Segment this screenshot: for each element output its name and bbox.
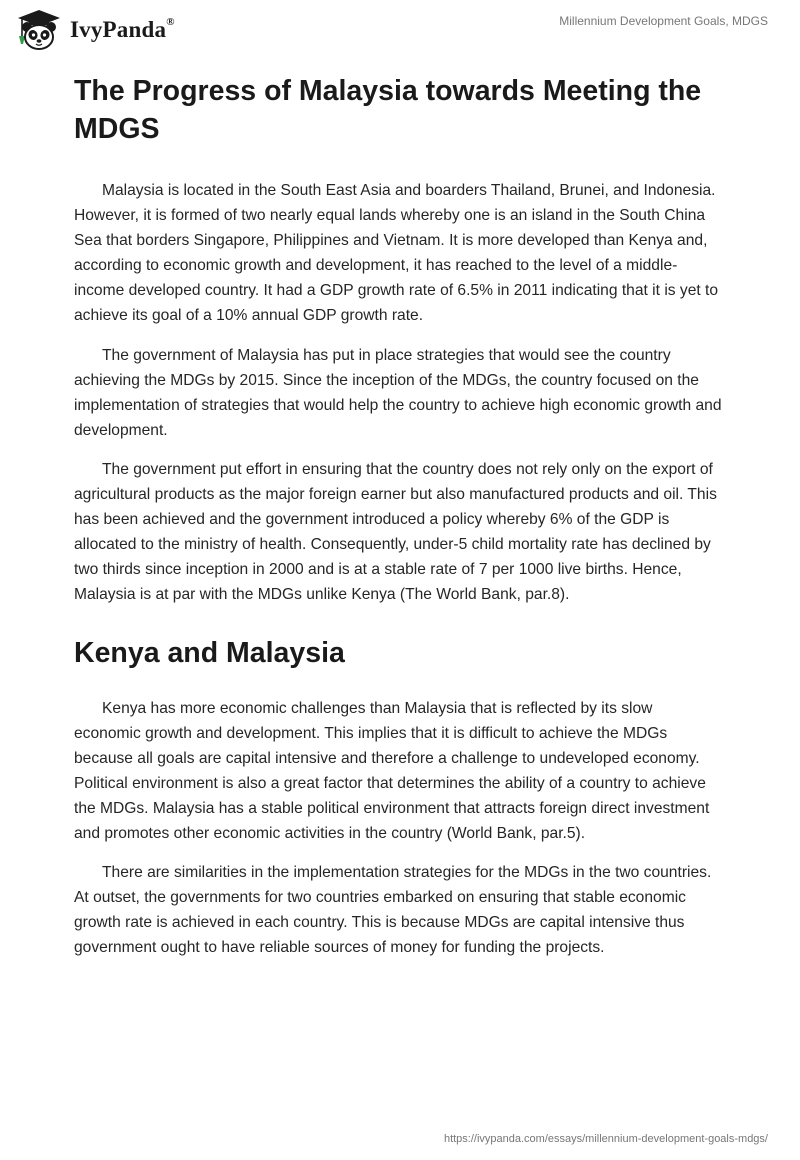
- document-title: Millennium Development Goals, MDGS: [559, 14, 768, 28]
- article-title: The Progress of Malaysia towards Meeting the MDGS: [74, 75, 702, 145]
- paragraph: Malaysia is located in the South East Asia and boarders Thailand, Brunei, and Indonesia. However, it is formed of two nearly equal lands whereby one is an island in the South China Sea that borders Singapore, Philippines and Vietnam. It is more developed than Kenya and, according to economic growth and development, it has reached to the level of a middle-income developed country. It had a GDP growth rate of 6.5% in 2011 indicating that it is yet to achieve its goal of a 10% annual GDP growth rate.: [74, 182, 719, 325]
- paragraph: The government of Malaysia has put in place strategies that would see the country achieving the MDGs by 2015. Since the inception of the MDGs, the country focused on the implementation of strategies that would help the country to achieve high economic growth and development.: [74, 346, 722, 439]
- paragraph: There are similarities in the implementation strategies for the MDGs in the two countries. At outset, the governments for two countries embarked on ensuring that stable economic growth rate is achieved in each country. This is because MDGs are capital intensive thus government ought to have reliable sources of money for funding the projects.: [74, 864, 712, 957]
- paragraph: The government put effort in ensuring that the country does not rely only on the export of agricultural products as the major foreign earner but also manufactured products and oil. This has been achieved and the government introduced a policy whereby 6% of the GDP is allocated to the ministry of health. Consequently, under-5 child mortality rate has declined by two thirds since inception in 2000 and is at a stable rate of 7 per 1000 live births. Hence, Malaysia is at par with the MDGs unlike Kenya (The World Bank, par.8).: [74, 460, 717, 604]
- logo-text: IvyPanda: [70, 17, 167, 42]
- source-url[interactable]: https://ivypanda.com/essays/millennium-development-goals-mdgs/: [443, 1133, 768, 1145]
- ivypanda-logo[interactable]: [14, 8, 175, 52]
- article-body: [74, 72, 722, 974]
- paragraph: Kenya has more economic challenges than Malaysia that is reflected by its slow economic growth and development. This implies that it is difficult to achieve the MDGs because all goals are capital intensive and therefore a challenge to undeveloped economy. Political environment is also a great factor that determines the ability of a country to achieve the MDGs. Malaysia has a stable political environment that attracts foreign direct investment and promotes other economic activities in the country (World Bank, par.5).: [74, 699, 710, 842]
- page-header: [0, 0, 800, 70]
- section-heading: Kenya and Malaysia: [74, 636, 345, 669]
- logo-wordmark: [70, 17, 175, 43]
- panda-graduate-icon: [14, 8, 64, 52]
- registered-mark: ®: [166, 16, 175, 29]
